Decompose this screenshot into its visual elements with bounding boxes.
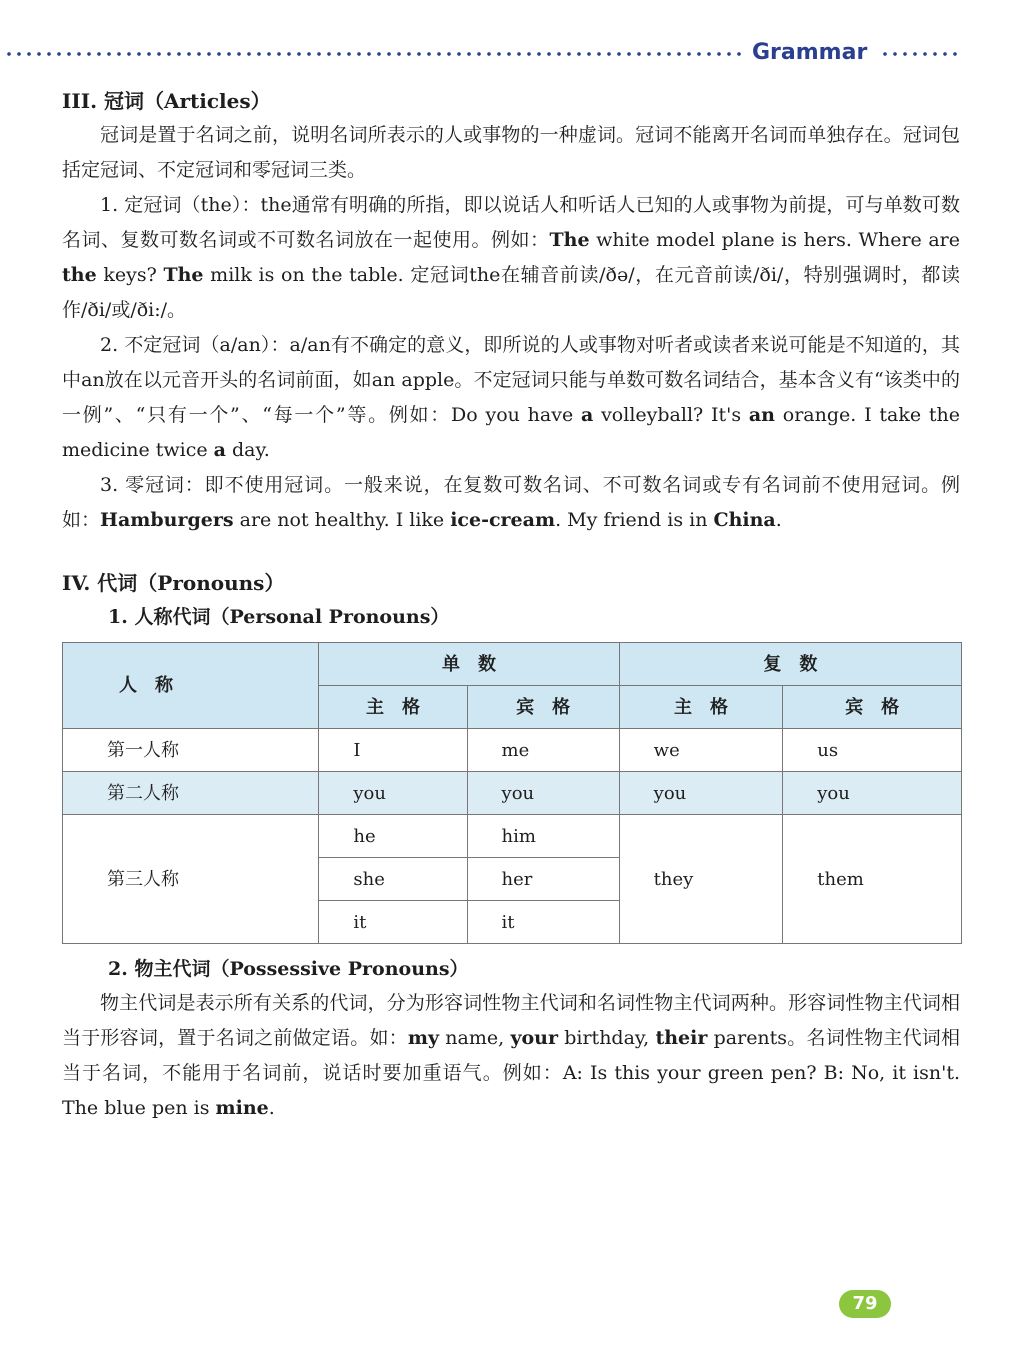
- table-cell: he: [319, 815, 467, 858]
- table-cell: me: [467, 729, 619, 772]
- plural-nominative-header: 主 格: [619, 686, 783, 729]
- table-cell: it: [319, 901, 467, 944]
- table-cell: you: [319, 772, 467, 815]
- personal-pronouns-table: [62, 642, 962, 944]
- person-cell: 第三人称: [63, 815, 319, 944]
- definite-article-paragraph: 1. 定冠词（the）：the通常有明确的所指，即以说话人和听话人已知的人或事物为前提，可与单数可数名词、复数可数名词或不可数名词放在一起使用。例如：The white model plane is hers. Where are the keys? The milk is on the table. 定冠词the在辅音前读/ðə/，在元音前读/ði/，特别强调时，都读作/ði/或/ði:/。: [62, 194, 960, 321]
- possessive-pronouns-paragraph: 物主代词是表示所有关系的代词，分为形容词性物主代词和名词性物主代词两种。形容词性物主代词相当于形容词，置于名词之前做定语。如：my name, your birthday, their parents。名词性物主代词相当于名词，不能用于名词前，说话时要加重语气。例如：A: Is this your green pen? B: No, it isn't. The blue pen is mine.: [62, 992, 960, 1119]
- person-cell: 第一人称: [63, 729, 319, 772]
- table-cell: you: [619, 772, 783, 815]
- zero-article-paragraph: 3. 零冠词：即不使用冠词。一般来说，在复数可数名词、不可数名词或专有名词前不使用冠词。例如：Hamburgers are not healthy. I like ice-cream. My friend is in China.: [62, 474, 960, 531]
- table-cell: you: [783, 772, 962, 815]
- header-dots-right: [880, 52, 960, 56]
- table-row: [63, 729, 962, 772]
- person-header: 人 称: [63, 643, 319, 729]
- table-cell: her: [467, 858, 619, 901]
- plural-objective-header: 宾 格: [783, 686, 962, 729]
- table-cell: she: [319, 858, 467, 901]
- indefinite-article-paragraph: 2. 不定冠词（a/an）：a/an有不确定的意义，即所说的人或事物对听者或读者来说可能是不知道的，其中an放在以元音开头的名词前面，如an apple。不定冠词只能与单数可数名词结合，基本含义有“该类中的一例”、“只有一个”、“每一个”等。例如：Do you have a volleyball? It's an orange. I take the medicine twice a day.: [62, 334, 960, 461]
- table-cell: us: [783, 729, 962, 772]
- singular-nominative-header: 主 格: [319, 686, 467, 729]
- singular-header: 单 数: [319, 643, 619, 686]
- page-header: [0, 40, 1024, 68]
- table-cell: we: [619, 729, 783, 772]
- plural-header: 复 数: [619, 643, 961, 686]
- table-row: [63, 772, 962, 815]
- section-heading-pronouns: IV. 代词（Pronouns）: [62, 571, 285, 595]
- page-content: [62, 84, 960, 1126]
- table-cell: it: [467, 901, 619, 944]
- table-row: [63, 815, 962, 858]
- section-heading-articles: III. 冠词（Articles）: [62, 89, 271, 113]
- table-cell: you: [467, 772, 619, 815]
- table-cell: they: [619, 815, 783, 944]
- table-cell: them: [783, 815, 962, 944]
- table-cell: him: [467, 815, 619, 858]
- singular-objective-header: 宾 格: [467, 686, 619, 729]
- page-number: 79: [839, 1290, 891, 1318]
- table-cell: I: [319, 729, 467, 772]
- header-title: Grammar: [752, 40, 868, 65]
- header-dots-left: [4, 52, 746, 56]
- personal-pronouns-heading: 1. 人称代词（Personal Pronouns）: [108, 606, 450, 628]
- articles-intro: 冠词是置于名词之前，说明名词所表示的人或事物的一种虚词。冠词不能离开名词而单独存在。冠词包括定冠词、不定冠词和零冠词三类。: [62, 124, 960, 181]
- possessive-pronouns-heading: 2. 物主代词（Possessive Pronouns）: [108, 958, 469, 980]
- person-cell: 第二人称: [63, 772, 319, 815]
